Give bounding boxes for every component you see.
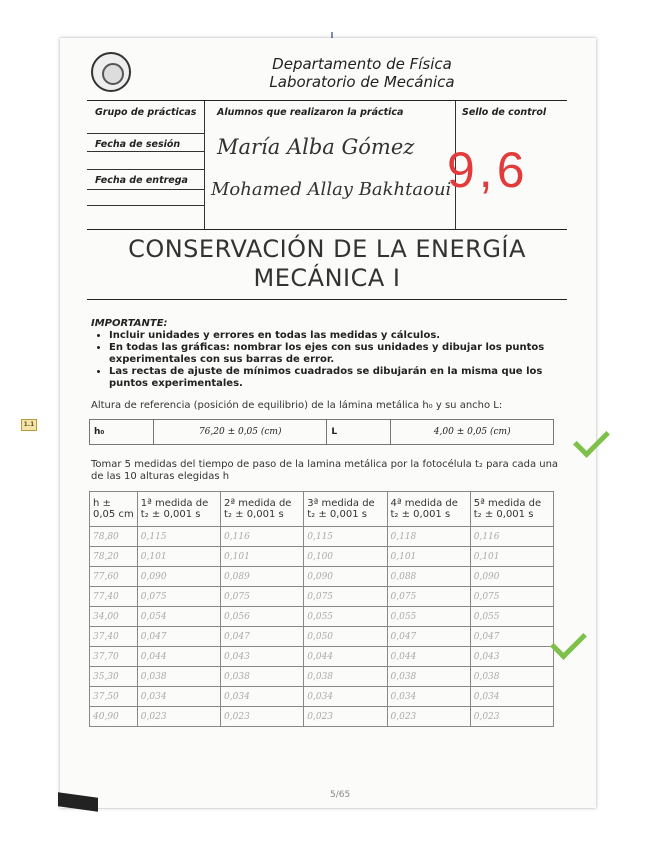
grade-mark: 9,6 xyxy=(447,142,529,198)
sello-label: Sello de control xyxy=(462,107,547,118)
time-cell: 0,023 xyxy=(387,707,470,727)
time-cell: 0,023 xyxy=(221,707,304,727)
time-cell: 0,088 xyxy=(387,567,470,587)
time-cell: 0,055 xyxy=(387,607,470,627)
time-cell: 0,116 xyxy=(470,527,553,547)
student-info-box xyxy=(87,101,567,230)
time-cell: 0,034 xyxy=(387,687,470,707)
time-cell: 0,047 xyxy=(137,627,220,647)
column-header: 4ª medida de t₂ ± 0,001 s xyxy=(387,492,470,527)
time-cell: 0,056 xyxy=(221,607,304,627)
time-cell: 0,075 xyxy=(304,587,387,607)
alumnos-label: Alumnos que realizaron la práctica xyxy=(217,107,404,118)
measurements-table xyxy=(89,491,554,727)
grupo-label: Grupo de prácticas xyxy=(95,107,197,118)
time-cell: 0,034 xyxy=(137,687,220,707)
table-row xyxy=(90,707,554,727)
column-header: 3ª medida de t₂ ± 0,001 s xyxy=(304,492,387,527)
student-name-1: María Alba Gómez xyxy=(217,135,415,159)
note-item: • Las rectas de ajuste de mínimos cuadrados se dibujarán en la misma que los puntos experimentales. xyxy=(109,366,567,390)
time-cell: 0,115 xyxy=(304,527,387,547)
time-cell: 0,023 xyxy=(304,707,387,727)
time-cell: 0,116 xyxy=(221,527,304,547)
practice-title: CONSERVACIÓN DE LA ENERGÍA MECÁNICA I xyxy=(87,230,567,300)
time-cell: 0,075 xyxy=(470,587,553,607)
university-logo-icon xyxy=(91,52,131,92)
reference-text: Altura de referencia (posición de equilibrio) de la lámina metálica h₀ y su ancho L: xyxy=(91,400,503,411)
time-cell: 0,038 xyxy=(137,667,220,687)
time-cell: 0,100 xyxy=(304,547,387,567)
time-cell: 0,044 xyxy=(387,647,470,667)
time-cell: 0,034 xyxy=(221,687,304,707)
height-cell: 35,30 xyxy=(90,667,138,687)
time-cell: 0,115 xyxy=(137,527,220,547)
column-header: 1ª medida de t₂ ± 0,001 s xyxy=(137,492,220,527)
time-cell: 0,023 xyxy=(137,707,220,727)
time-cell: 0,075 xyxy=(221,587,304,607)
time-cell: 0,101 xyxy=(470,547,553,567)
height-cell: 77,40 xyxy=(90,587,138,607)
table-row xyxy=(90,547,554,567)
time-cell: 0,044 xyxy=(304,647,387,667)
page-number: 5/65 xyxy=(330,790,351,800)
time-cell: 0,038 xyxy=(221,667,304,687)
time-cell: 0,075 xyxy=(137,587,220,607)
comment-marker-icon[interactable]: 1.1 xyxy=(21,419,37,431)
time-cell: 0,075 xyxy=(387,587,470,607)
time-cell: 0,047 xyxy=(470,627,553,647)
table-row xyxy=(90,607,554,627)
time-cell: 0,101 xyxy=(137,547,220,567)
reference-table: h₀ 76,20 ± 0,05 (cm) L 4,00 ± 0,05 (cm) xyxy=(89,419,554,445)
table-row xyxy=(90,527,554,547)
fecha-sesion-label: Fecha de sesión xyxy=(95,139,181,150)
height-cell: 78,20 xyxy=(90,547,138,567)
column-header: h ± 0,05 cm xyxy=(90,492,138,527)
important-notes: IMPORTANTE: • Incluir unidades y errores en todas las medidas y cálculos. • En todas las gráficas: nombrar los ejes con sus unidades y dibujar los puntos experimentales con sus barras de error. • Las rectas de ajuste de mínimos cuadrados se dibujarán en la misma que los puntos experimentales. xyxy=(91,318,567,390)
height-cell: 37,50 xyxy=(90,687,138,707)
height-cell: 34,00 xyxy=(90,607,138,627)
height-cell: 40,90 xyxy=(90,707,138,727)
time-cell: 0,054 xyxy=(137,607,220,627)
note-item: • Incluir unidades y errores en todas las medidas y cálculos. xyxy=(109,330,567,342)
time-cell: 0,044 xyxy=(137,647,220,667)
L-value: 4,00 ± 0,05 (cm) xyxy=(391,420,554,445)
time-cell: 0,090 xyxy=(304,567,387,587)
table-row xyxy=(90,647,554,667)
time-cell: 0,047 xyxy=(221,627,304,647)
sheet-header xyxy=(87,48,567,101)
height-cell: 77,60 xyxy=(90,567,138,587)
table-row xyxy=(90,627,554,647)
student-name-2: Mohamed Allay Bakhtaoui xyxy=(211,179,452,200)
time-cell: 0,055 xyxy=(470,607,553,627)
time-cell: 0,050 xyxy=(304,627,387,647)
table-row xyxy=(90,587,554,607)
height-cell: 78,80 xyxy=(90,527,138,547)
table-row xyxy=(90,687,554,707)
time-cell: 0,089 xyxy=(221,567,304,587)
time-cell: 0,090 xyxy=(470,567,553,587)
time-cell: 0,101 xyxy=(387,547,470,567)
lab-sheet xyxy=(60,38,596,808)
department-title: Departamento de Física Laboratorio de Mecánica xyxy=(269,55,455,91)
note-item: • En todas las gráficas: nombrar los ejes con sus unidades y dibujar los puntos experimentales con sus barras de error. xyxy=(109,342,567,366)
height-cell: 37,40 xyxy=(90,627,138,647)
time-cell: 0,090 xyxy=(137,567,220,587)
time-cell: 0,023 xyxy=(470,707,553,727)
time-cell: 0,101 xyxy=(221,547,304,567)
fecha-entrega-label: Fecha de entrega xyxy=(95,175,188,186)
column-header: 5ª medida de t₂ ± 0,001 s xyxy=(470,492,553,527)
time-cell: 0,043 xyxy=(221,647,304,667)
time-cell: 0,038 xyxy=(470,667,553,687)
h0-value: 76,20 ± 0,05 (cm) xyxy=(154,420,327,445)
time-cell: 0,055 xyxy=(304,607,387,627)
time-cell: 0,047 xyxy=(387,627,470,647)
time-cell: 0,038 xyxy=(304,667,387,687)
time-cell: 0,038 xyxy=(387,667,470,687)
time-cell: 0,034 xyxy=(470,687,553,707)
measures-intro: Tomar 5 medidas del tiempo de paso de la lamina metálica por la fotocélula t₂ para cada una de las 10 alturas elegidas h xyxy=(91,459,559,482)
time-cell: 0,034 xyxy=(304,687,387,707)
time-cell: 0,118 xyxy=(387,527,470,547)
table-row xyxy=(90,667,554,687)
time-cell: 0,043 xyxy=(470,647,553,667)
table-row xyxy=(90,567,554,587)
column-header: 2ª medida de t₂ ± 0,001 s xyxy=(221,492,304,527)
height-cell: 37,70 xyxy=(90,647,138,667)
